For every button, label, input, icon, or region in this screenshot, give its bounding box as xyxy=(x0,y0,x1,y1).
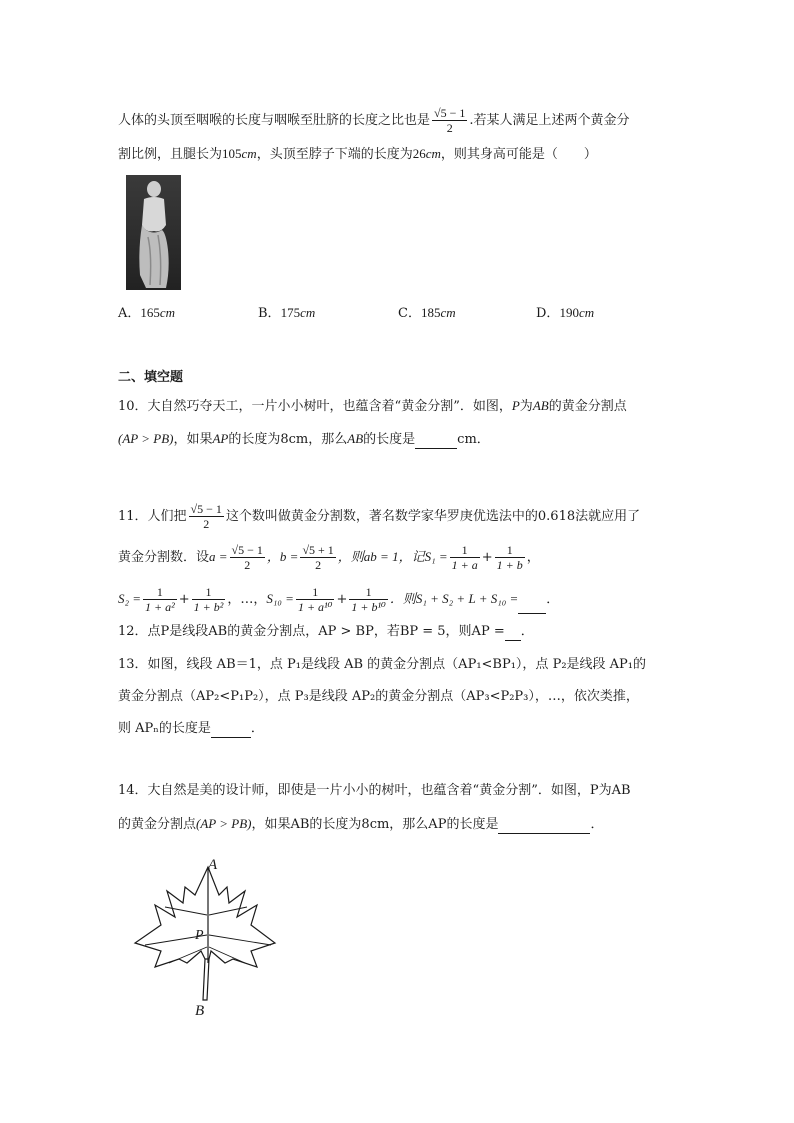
answer-blank[interactable] xyxy=(505,626,521,641)
venus-statue-image xyxy=(126,175,181,290)
q14-line2: 的黄金分割点(AP > PB)，如果AB的长度为8cm，那么AP的长度是 ． xyxy=(118,816,604,832)
option-a[interactable]: A．165cm xyxy=(118,305,176,321)
answer-blank[interactable] xyxy=(415,434,457,449)
q9-text: 人体的头顶至咽喉的长度与咽喉至肚脐的长度之比也是 xyxy=(118,113,431,128)
q14-line1: 14．大自然是美的设计师，即使是一片小小的树叶，也蕴含着“黄金分割”．如图，P为AB xyxy=(118,783,631,798)
q11-line2: 黄金分割数．设a = $\frac{√5 - 1}{2}$ ，b = $\frac{√5 + 1}{2}$ ，则ab = 1，记S₁ = $\frac{1}{1 + a}$ + $\frac{1}{1 + b}$ ， xyxy=(118,543,540,572)
option-d[interactable]: D．190cm xyxy=(536,305,595,321)
statue-icon xyxy=(126,175,181,290)
label-b: B xyxy=(195,1003,205,1019)
answer-blank[interactable] xyxy=(498,819,590,834)
leaf-outline xyxy=(135,867,275,967)
q10-line2: (AP > PB)，如果AP的长度为8cm，那么AB的长度是 cm． xyxy=(118,431,490,447)
option-c[interactable]: C．185cm xyxy=(398,305,456,321)
q13-line3: 则 APₙ的长度是 ． xyxy=(118,721,264,736)
q9-line1: 人体的头顶至咽喉的长度与咽喉至肚脐的长度之比也是 $\frac{√5 - 1}{2}$ .若某人满足上述两个黄金分 xyxy=(118,106,630,135)
maple-leaf-diagram xyxy=(125,855,285,1020)
option-b[interactable]: B．175cm xyxy=(258,305,316,321)
q11-line1: 11．人们把 $\frac{√5 - 1}{2}$ 这个数叫做黄金分割数，著名数学家华罗庚优选法中的0.618法就应用了 xyxy=(118,502,641,531)
label-a: A xyxy=(208,857,218,873)
answer-blank[interactable] xyxy=(211,723,251,738)
q11-line3: S₂ = $\frac{1}{\text{1 + a²}}$ + $\frac{1}{\text{1 + b²}}$ ，…，S₁₀ = $\frac{1}{\text{1 + a¹⁰}}$ + $\frac{1}{\text{1 + b¹⁰}}$ ．则S₁ + S₂ + L + S₁₀ = ． xyxy=(118,585,560,614)
q9-line2: 割比例，且腿长为105cm，头顶至脖子下端的长度为26cm，则其身高可能是（ ） xyxy=(118,146,597,162)
q13-line2: 黄金分割点（AP₂<P₁P₂），点 P₃是线段 AP₂的黄金分割点（AP₃<P₂P₃），…，依次类推， xyxy=(118,689,639,704)
q13-line1: 13．如图，线段 AB＝1，点 P₁是线段 AB 的黄金分割点（AP₁<BP₁），点 P₂是线段 AP₁的 xyxy=(118,657,647,672)
golden-ratio-fraction: $\frac{√5 - 1}{2}$ xyxy=(434,106,466,135)
q10-line1: 10．大自然巧夺天工，一片小小树叶，也蕴含着“黄金分割”．如图，P为AB的黄金分割点 xyxy=(118,398,627,414)
label-p: P xyxy=(195,928,204,943)
answer-blank[interactable] xyxy=(518,599,546,614)
q12-line: 12．点P是线段AB的黄金分割点，AP > BP，若BP = 5，则AP = ． xyxy=(118,624,534,639)
section-title: 二、填空题 xyxy=(118,370,184,385)
